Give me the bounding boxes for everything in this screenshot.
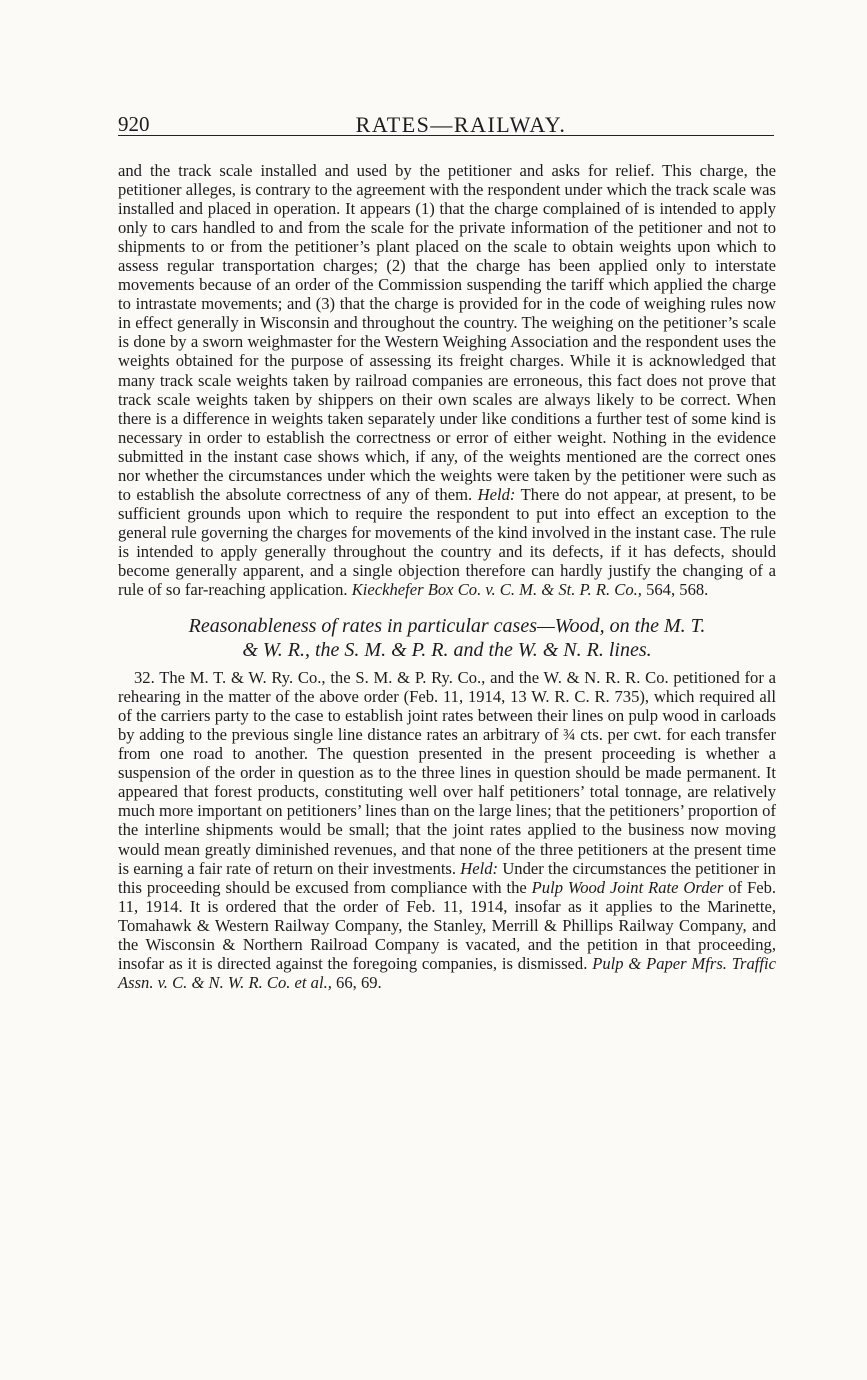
paragraph-2-text: 32. The M. T. & W. Ry. Co., the S. M. & P. Ry. Co., and the W. & N. R. R. Co. petitioned for a rehearing in the matter of the above order (Feb. 11, 1914, 13 W. R. C. R. 735), which required all of the carriers party to the case to establish joint rates between their lines on pulp wood in carloads by adding to the previous single line distance rates an arbitrary of ¾ cts. per cwt. for each transfer from one road to another. The question presented in the present proceeding is whether a suspension of the order in question as to the three lines in question should be made permanent. It appeared that forest products, constituting well over half petitioners’ total tonnage, are relatively much more important on petitioners’ lines than on the large lines; that the petitioners’ proportion of the interline shipments would be small; that the joint rates applied to the business now moving would mean greatly diminished revenues, and that none of the three petitioners at the present time is earning a fair rate of return on their investments. xyxy=(118,668,776,878)
case-citation: Kieckhefer Box Co. v. C. M. & St. P. R. Co., xyxy=(351,580,642,600)
section-heading-line-2: & W. R., the S. M. & P. R. and the W. & N. R. lines. xyxy=(242,639,652,662)
paragraph-weighing-case xyxy=(118,161,776,599)
running-head: RATES—RAILWAY. xyxy=(355,112,567,137)
section-heading xyxy=(118,614,776,662)
paragraph-1-text: and the track scale installed and used by the petitioner and asks for relief. This charge, the petitioner alleges, is contrary to the agreement with the respondent under which the track scale was installed and placed in operation. It appears (1) that the charge complained of is intended to apply only to cars handled to and from the scale for the private information of the petitioner and not to shipments to or from the petitioner’s plant placed on the scale to obtain weights upon which to assess regular transportation charges; (2) that the charge has been applied only to interstate movements because of an order of the Commission suspending the tariff which applied the charge to intrastate movements; and (3) that the charge is provided for in the code of weighing rules now in effect generally in Wisconsin and throughout the country. The weighing on the petitioner’s scale is done by a sworn weighmaster for the Western Weighing Association and the respondent uses the weights obtained for the purpose of assessing its freight charges. While it is acknowledged that many track scale weights taken by railroad companies are erroneous, this fact does not prove that track scale weights taken by shippers on their own scales are always likely to be correct. When there is a difference in weights taken separately under like conditions a further test of some kind is necessary in order to establish the correctness or error of either weight. Nothing in the evidence submitted in the instant case shows which, if any, of the weights mentioned are the correct ones nor whether the circumstances under which the weights were taken by the petitioner were such as to establish the absolute correctness of any of them. xyxy=(118,161,776,504)
section-heading-line-1: Reasonableness of rates in particular cases—Wood, on the M. T. xyxy=(188,615,706,638)
order-name: Pulp Wood Joint Rate Order xyxy=(531,877,724,897)
held-label: Held: xyxy=(460,858,499,878)
paragraph-1-held-text: There do not appear, at present, to be sufficient grounds upon which to require the respondent to put into effect an exception to the general rule governing the charges for movements of the kind involved in the instant case. The rule is intended to apply generally throughout the country and its defects, if it has defects, should become generally apparent, and a single objection therefore can hardly justify the changing of a rule of so far-reaching application. xyxy=(118,484,776,600)
header-rule xyxy=(118,135,774,136)
paragraph-2-held-after: of Feb. 11, 1914. It is ordered that the order of Feb. 11, 1914, insofar as it applies to the Marinette, Tomahawk & Western Railway Company, the Stanley, Merrill & Phillips Railway Company, and the Wisconsin & Northern Railroad Company is vacated, and the petition in that proceeding, insofar as it is directed against the foregoing companies, is dismissed. xyxy=(118,877,777,973)
case-citation: Pulp & Paper Mfrs. Traffic Assn. v. C. & N. W. R. Co. et al., xyxy=(118,953,777,992)
citation-pages: 66, 69. xyxy=(336,972,382,992)
paragraph-2-held-before: Under the circumstances the petitioner in this proceeding should be excused from compliance with the xyxy=(118,858,776,897)
citation-pages: 564, 568. xyxy=(646,580,709,600)
page-body xyxy=(118,161,776,992)
paragraph-pulp-wood-case xyxy=(118,668,776,992)
page-number: 920 xyxy=(118,112,150,136)
held-label: Held: xyxy=(477,484,516,504)
